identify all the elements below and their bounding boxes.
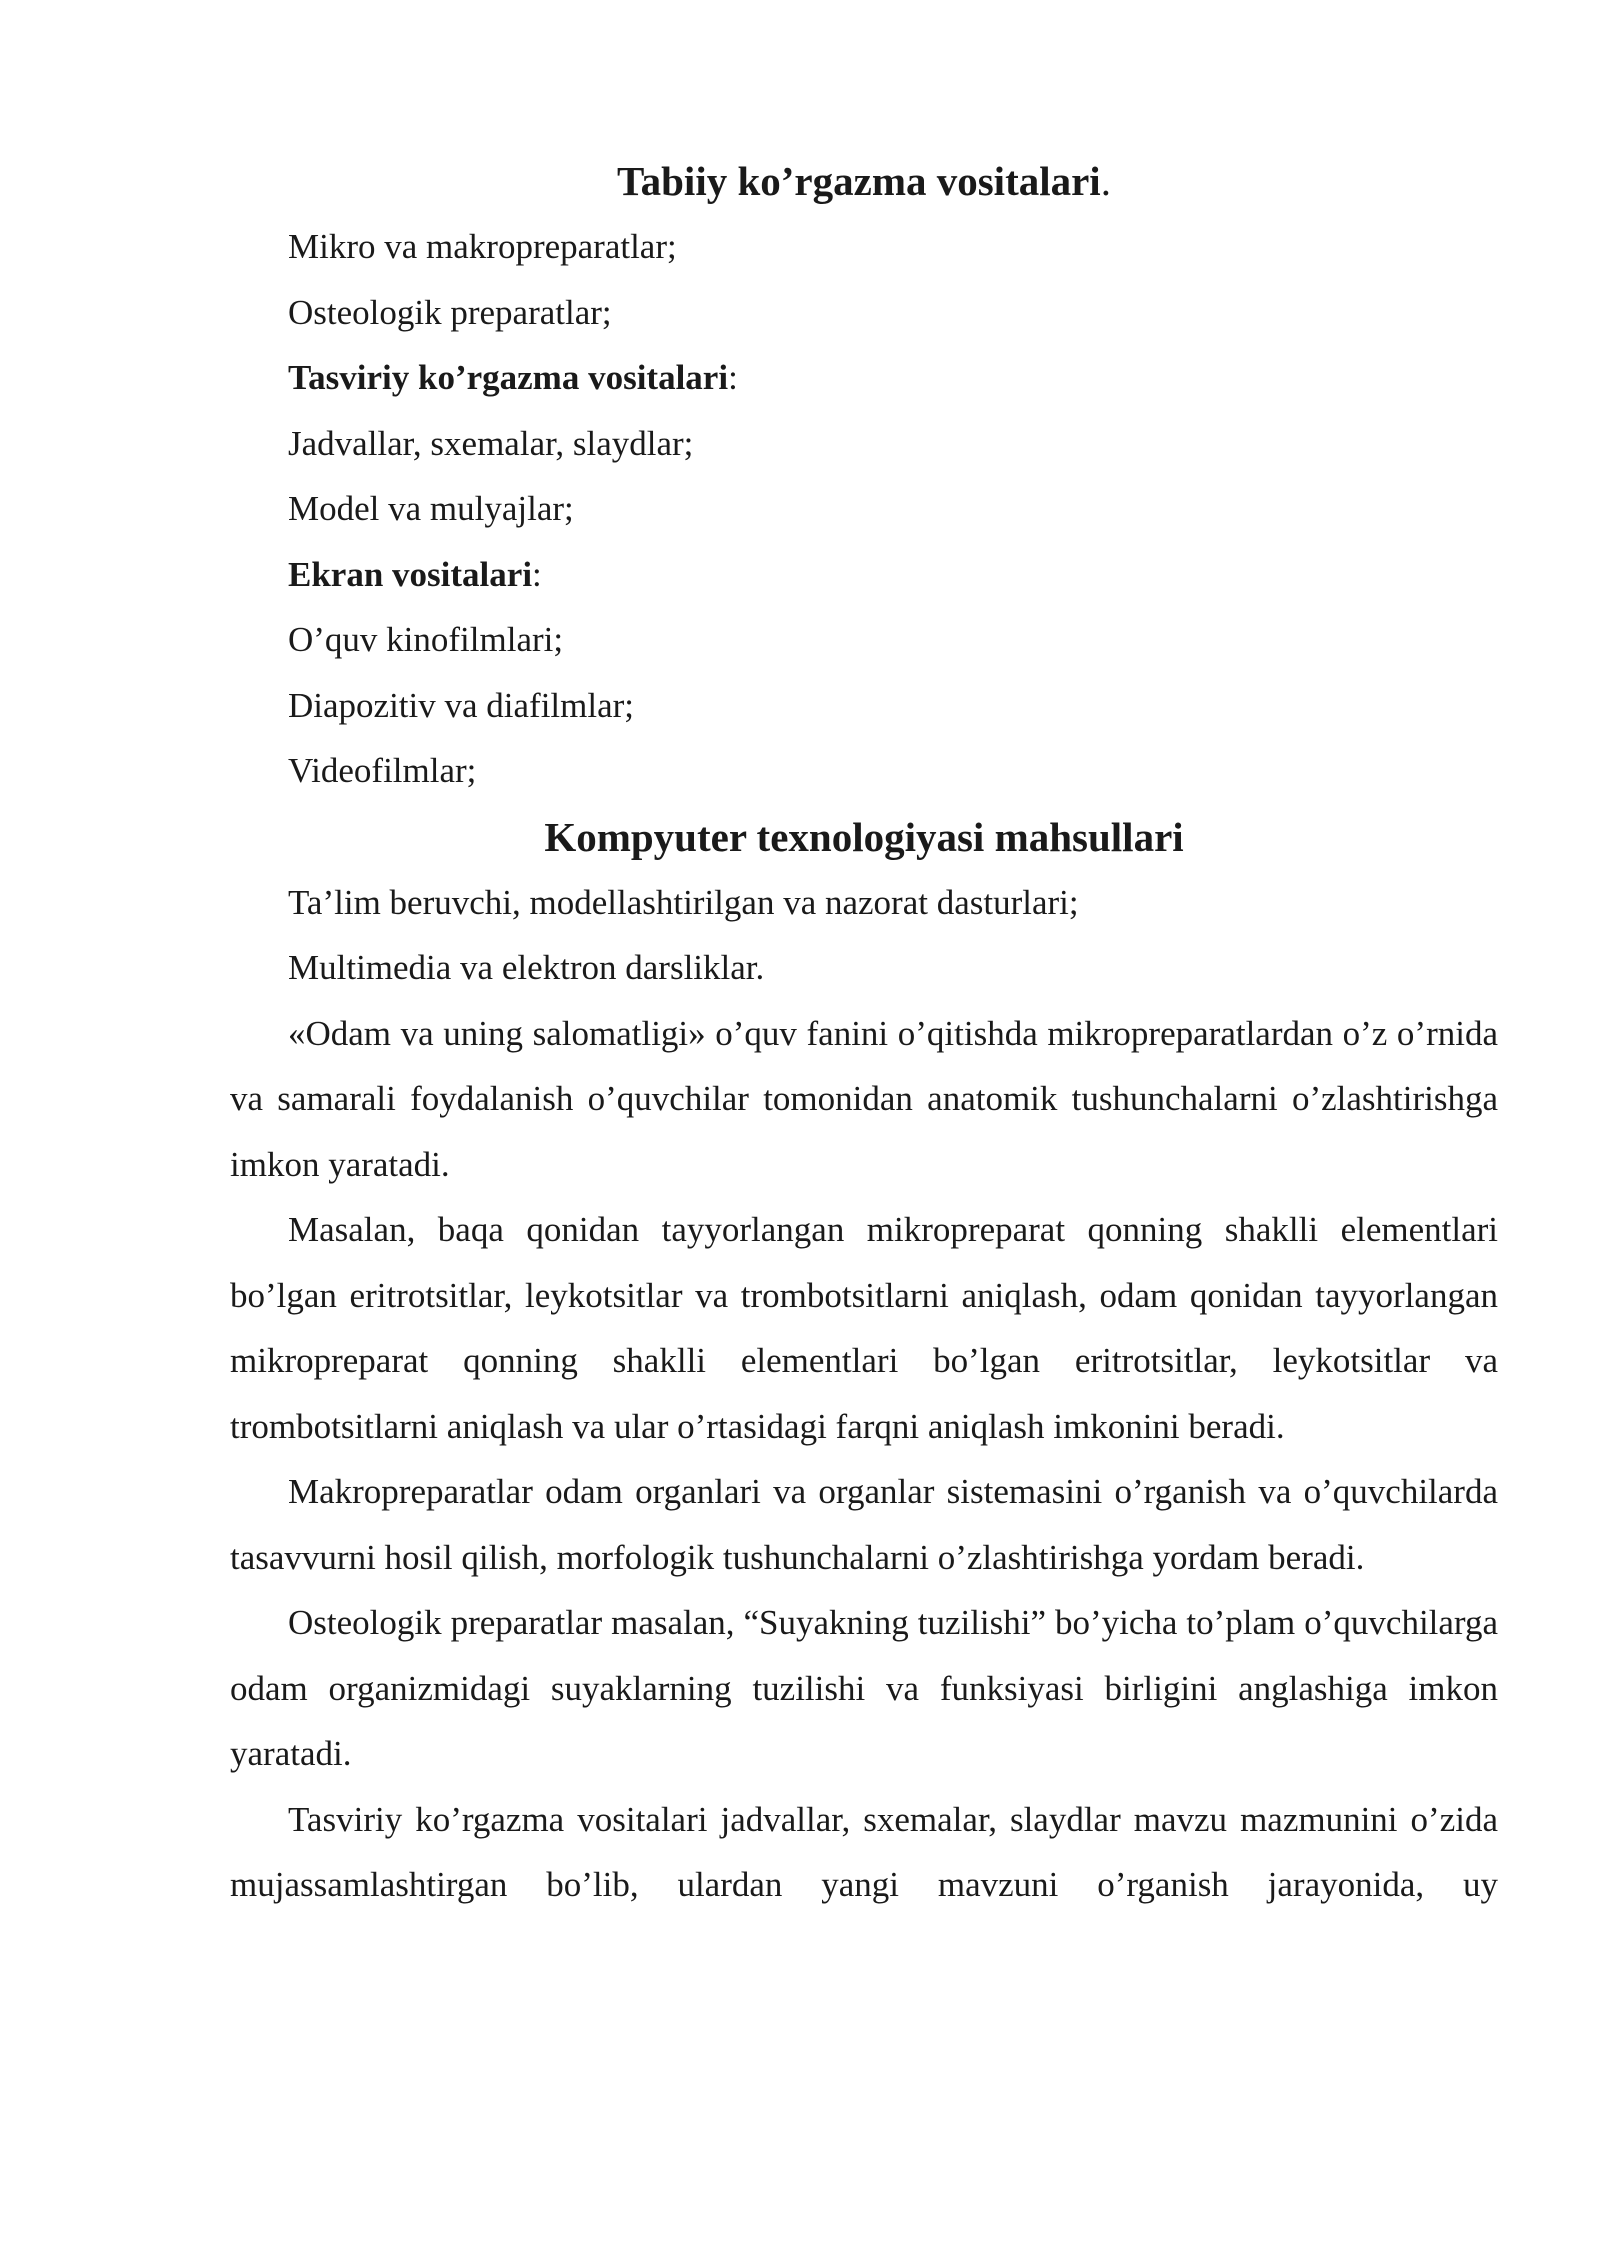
list-item: Ta’lim beruvchi, modellashtirilgan va nazorat dasturlari; [288,882,1079,922]
body-paragraph: «Odam va uning salomatligi» o’quv fanini o’qitishda mikropreparatlardan o’z o’rnida va samarali foydalanish o’quvchilar tomonidan anatomik tushunchalarni o’zlashtirishga imkon yaratadi. [230,1013,1498,1184]
document-page [230,148,1498,1918]
heading-text: Tabiiy ko’rgazma vositalari [617,158,1101,204]
subheading-trail: : [728,358,738,397]
list-item: Model va mulyajlar; [288,489,574,528]
subheading-screen-aids [230,542,1498,608]
list-item: Osteologik preparatlar; [288,292,612,332]
heading-trail: . [1100,158,1111,204]
body-paragraph: Makropreparatlar odam organlari va organlar sistemasini o’rganish va o’quvchilarda tasavvurni hosil qilish, morfologik tushunchalarni o’zlashtirishga yordam beradi. [230,1472,1498,1577]
list-item: Videofilmlar; [288,751,477,790]
section-heading-natural-aids [230,148,1498,214]
body-paragraph: Masalan, baqa qonidan tayyorlangan mikropreparat qonning shaklli elementlari bo’lgan eritrotsitlar, leykotsitlar va trombotsitlarni aniqlash, odam qonidan tayyorlangan mikropreparat qonning shaklli elementlari bo’lgan eritrotsitlar, leykotsitlar va trombotsitlarni aniqlash va ular o’rtasidagi farqni aniqlash imkonini beradi. [230,1210,1498,1446]
body-paragraph: Tasviriy ko’rgazma vositalari jadvallar, sxemalar, slaydlar mavzu mazmunini o’zida mujassamlashtirgan bo’lib, ulardan yangi mavzuni o’rganish jarayonida, uy [230,1799,1498,1904]
subheading-text: Ekran vositalari [288,554,533,594]
list-item: Multimedia va elektron darsliklar. [288,948,765,987]
subheading-visual-aids [230,345,1498,411]
list-item: O’quv kinofilmlari; [288,620,564,659]
section-heading-computer-products: Kompyuter texnologiyasi mahsullari [544,813,1184,860]
list-item: Mikro va makropreparatlar; [288,227,677,266]
subheading-trail: : [532,554,542,594]
body-paragraph: Osteologik preparatlar masalan, “Suyakning tuzilishi” bo’yicha to’plam o’quvchilarga odam organizmidagi suyaklarning tuzilishi va funksiyasi birligini anglashiga imkon yaratadi. [230,1603,1498,1773]
list-item: Jadvallar, sxemalar, slaydlar; [288,423,694,463]
list-item: Diapozitiv va diafilmlar; [288,685,635,725]
subheading-text: Tasviriy ko’rgazma vositalari [288,358,729,397]
